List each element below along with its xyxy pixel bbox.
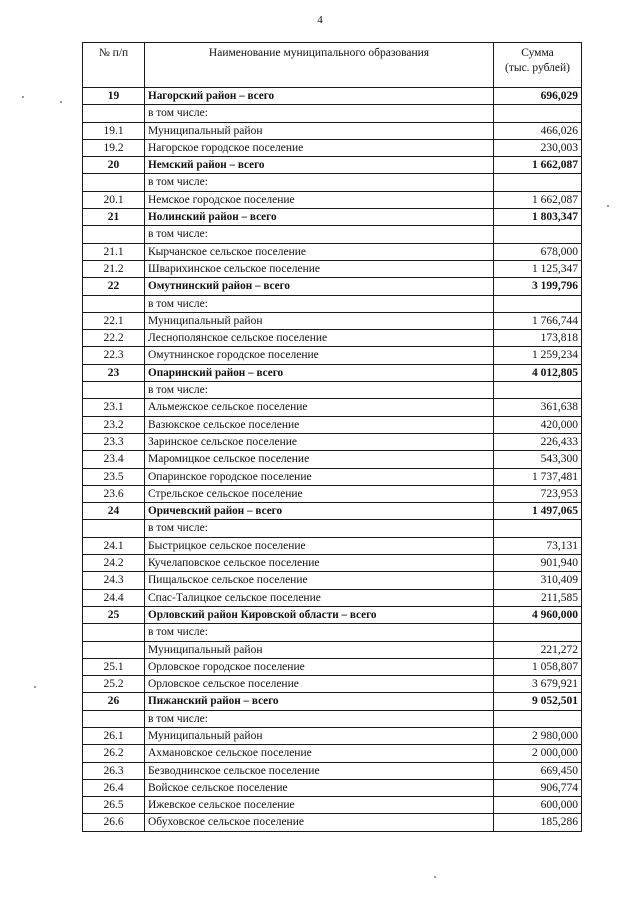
row-number bbox=[83, 382, 145, 399]
row-sum: 73,131 bbox=[494, 537, 582, 554]
row-number: 23.4 bbox=[83, 451, 145, 468]
row-sum: 1 259,234 bbox=[494, 347, 582, 364]
row-sum: 466,026 bbox=[494, 122, 582, 139]
row-name: Пижанский район – всего bbox=[145, 693, 494, 710]
row-number: 26.6 bbox=[83, 814, 145, 831]
row-number: 21.2 bbox=[83, 260, 145, 277]
row-sum: 678,000 bbox=[494, 243, 582, 260]
row-name: в том числе: bbox=[145, 295, 494, 312]
row-number: 22.3 bbox=[83, 347, 145, 364]
table-row bbox=[83, 624, 582, 641]
row-sum: 2 980,000 bbox=[494, 727, 582, 744]
table-row bbox=[83, 347, 582, 364]
row-name: Муниципальный район bbox=[145, 122, 494, 139]
row-name: Орловский район Кировской области – всего bbox=[145, 606, 494, 623]
table-row-total bbox=[83, 693, 582, 710]
row-sum: 1 058,807 bbox=[494, 658, 582, 675]
table-row bbox=[83, 555, 582, 572]
row-number: 23.6 bbox=[83, 485, 145, 502]
row-name: Оричевский район – всего bbox=[145, 503, 494, 520]
row-name: Обуховское сельское поселение bbox=[145, 814, 494, 831]
row-name: в том числе: bbox=[145, 174, 494, 191]
table-row bbox=[83, 537, 582, 554]
row-name: Омутнинское городское поселение bbox=[145, 347, 494, 364]
row-sum: 901,940 bbox=[494, 555, 582, 572]
scan-speck bbox=[22, 96, 24, 98]
row-number: 23 bbox=[83, 364, 145, 381]
row-name: Опаринское городское поселение bbox=[145, 468, 494, 485]
row-number bbox=[83, 520, 145, 537]
row-name: Стрельское сельское поселение bbox=[145, 485, 494, 502]
table-row bbox=[83, 485, 582, 502]
row-number: 25.2 bbox=[83, 676, 145, 693]
row-name: Муниципальный район bbox=[145, 727, 494, 744]
row-name: Нагорский район – всего bbox=[145, 88, 494, 105]
row-sum: 1 803,347 bbox=[494, 209, 582, 226]
row-number bbox=[83, 641, 145, 658]
table-row bbox=[83, 330, 582, 347]
row-number: 23.3 bbox=[83, 433, 145, 450]
row-number: 24.2 bbox=[83, 555, 145, 572]
row-sum: 361,638 bbox=[494, 399, 582, 416]
table-row bbox=[83, 745, 582, 762]
row-name: Леснополянское сельское поселение bbox=[145, 330, 494, 347]
row-name: в том числе: bbox=[145, 382, 494, 399]
row-number: 26.2 bbox=[83, 745, 145, 762]
row-sum bbox=[494, 624, 582, 641]
scan-speck bbox=[434, 876, 436, 878]
header-sum-unit: (тыс. рублей) bbox=[504, 62, 571, 74]
row-number: 25.1 bbox=[83, 658, 145, 675]
row-number: 24.4 bbox=[83, 589, 145, 606]
scan-speck bbox=[607, 205, 609, 207]
table-row bbox=[83, 122, 582, 139]
row-sum: 173,818 bbox=[494, 330, 582, 347]
table-row bbox=[83, 399, 582, 416]
scan-speck bbox=[60, 101, 62, 103]
row-sum: 723,953 bbox=[494, 485, 582, 502]
row-sum: 9 052,501 bbox=[494, 693, 582, 710]
table-header bbox=[83, 43, 582, 88]
row-sum: 3 679,921 bbox=[494, 676, 582, 693]
row-sum: 906,774 bbox=[494, 779, 582, 796]
row-number bbox=[83, 624, 145, 641]
table-row bbox=[83, 105, 582, 122]
row-name: Муниципальный район bbox=[145, 312, 494, 329]
row-name: Альмежское сельское поселение bbox=[145, 399, 494, 416]
row-name: в том числе: bbox=[145, 520, 494, 537]
row-number: 21.1 bbox=[83, 243, 145, 260]
row-number: 26.3 bbox=[83, 762, 145, 779]
row-sum bbox=[494, 174, 582, 191]
row-sum: 4 960,000 bbox=[494, 606, 582, 623]
header-row bbox=[83, 43, 582, 88]
table-row bbox=[83, 676, 582, 693]
table-row bbox=[83, 727, 582, 744]
row-number bbox=[83, 295, 145, 312]
row-name: Кырчанское сельское поселение bbox=[145, 243, 494, 260]
row-number: 23.2 bbox=[83, 416, 145, 433]
table-row bbox=[83, 814, 582, 831]
row-number: 22.2 bbox=[83, 330, 145, 347]
row-sum bbox=[494, 226, 582, 243]
row-sum: 1 125,347 bbox=[494, 260, 582, 277]
table-row bbox=[83, 416, 582, 433]
table-row bbox=[83, 520, 582, 537]
table-row bbox=[83, 243, 582, 260]
table-body bbox=[83, 88, 582, 832]
row-sum: 600,000 bbox=[494, 797, 582, 814]
row-sum: 1 737,481 bbox=[494, 468, 582, 485]
table-row bbox=[83, 468, 582, 485]
row-number: 22 bbox=[83, 278, 145, 295]
row-sum: 230,003 bbox=[494, 139, 582, 156]
row-name: Орловское сельское поселение bbox=[145, 676, 494, 693]
row-number: 26 bbox=[83, 693, 145, 710]
table-row bbox=[83, 382, 582, 399]
row-number: 24 bbox=[83, 503, 145, 520]
table-row-total bbox=[83, 209, 582, 226]
row-name: Орловское городское поселение bbox=[145, 658, 494, 675]
row-sum: 221,272 bbox=[494, 641, 582, 658]
row-sum: 543,300 bbox=[494, 451, 582, 468]
table-row-total bbox=[83, 88, 582, 105]
table-row-total bbox=[83, 364, 582, 381]
row-number: 22.1 bbox=[83, 312, 145, 329]
table-row bbox=[83, 779, 582, 796]
row-number: 21 bbox=[83, 209, 145, 226]
table-row bbox=[83, 710, 582, 727]
row-number: 26.5 bbox=[83, 797, 145, 814]
row-name: Войское сельское поселение bbox=[145, 779, 494, 796]
row-name: Быстрицкое сельское поселение bbox=[145, 537, 494, 554]
table-row bbox=[83, 589, 582, 606]
row-number bbox=[83, 105, 145, 122]
table-row-total bbox=[83, 157, 582, 174]
row-sum: 1 662,087 bbox=[494, 191, 582, 208]
table-row-total bbox=[83, 278, 582, 295]
row-sum: 211,585 bbox=[494, 589, 582, 606]
header-name: Наименование муниципального образования bbox=[145, 43, 494, 88]
row-number: 26.1 bbox=[83, 727, 145, 744]
row-sum: 420,000 bbox=[494, 416, 582, 433]
row-name: в том числе: bbox=[145, 226, 494, 243]
scan-speck bbox=[34, 686, 36, 688]
row-number: 19 bbox=[83, 88, 145, 105]
row-sum: 226,433 bbox=[494, 433, 582, 450]
row-sum: 1 662,087 bbox=[494, 157, 582, 174]
row-name: Пищальское сельское поселение bbox=[145, 572, 494, 589]
table-row bbox=[83, 191, 582, 208]
table-row bbox=[83, 139, 582, 156]
row-name: Вазюкское сельское поселение bbox=[145, 416, 494, 433]
row-name: в том числе: bbox=[145, 624, 494, 641]
row-number bbox=[83, 710, 145, 727]
row-sum: 1 497,065 bbox=[494, 503, 582, 520]
row-name: Кучелаповское сельское поселение bbox=[145, 555, 494, 572]
table-row bbox=[83, 641, 582, 658]
row-sum bbox=[494, 710, 582, 727]
table-row bbox=[83, 451, 582, 468]
row-number: 24.3 bbox=[83, 572, 145, 589]
row-sum: 4 012,805 bbox=[494, 364, 582, 381]
row-name: Шварихинское сельское поселение bbox=[145, 260, 494, 277]
row-name: Ижевское сельское поселение bbox=[145, 797, 494, 814]
row-sum: 2 000,000 bbox=[494, 745, 582, 762]
row-name: Спас-Талицкое сельское поселение bbox=[145, 589, 494, 606]
header-sum bbox=[494, 43, 582, 88]
budget-table bbox=[82, 42, 582, 832]
row-name: Немский район – всего bbox=[145, 157, 494, 174]
row-sum bbox=[494, 520, 582, 537]
row-number bbox=[83, 174, 145, 191]
table-row-total bbox=[83, 606, 582, 623]
row-name: Опаринский район – всего bbox=[145, 364, 494, 381]
table-row bbox=[83, 312, 582, 329]
row-number: 20 bbox=[83, 157, 145, 174]
row-sum bbox=[494, 105, 582, 122]
row-sum: 696,029 bbox=[494, 88, 582, 105]
row-sum: 310,409 bbox=[494, 572, 582, 589]
row-number: 20.1 bbox=[83, 191, 145, 208]
page-number: 4 bbox=[317, 14, 323, 26]
row-name: в том числе: bbox=[145, 710, 494, 727]
row-name: в том числе: bbox=[145, 105, 494, 122]
row-name: Нолинский район – всего bbox=[145, 209, 494, 226]
row-number bbox=[83, 226, 145, 243]
row-number: 24.1 bbox=[83, 537, 145, 554]
row-number: 25 bbox=[83, 606, 145, 623]
header-sum-title: Сумма bbox=[521, 47, 554, 59]
row-name: Немское городское поселение bbox=[145, 191, 494, 208]
table-row bbox=[83, 174, 582, 191]
table-row bbox=[83, 226, 582, 243]
row-number: 23.5 bbox=[83, 468, 145, 485]
row-sum: 185,286 bbox=[494, 814, 582, 831]
row-name: Маромицкое сельское поселение bbox=[145, 451, 494, 468]
row-sum bbox=[494, 295, 582, 312]
table-row bbox=[83, 762, 582, 779]
row-number: 19.1 bbox=[83, 122, 145, 139]
row-sum: 3 199,796 bbox=[494, 278, 582, 295]
row-name: Омутнинский район – всего bbox=[145, 278, 494, 295]
row-name: Нагорское городское поселение bbox=[145, 139, 494, 156]
row-sum: 669,450 bbox=[494, 762, 582, 779]
header-number: № п/п bbox=[83, 43, 145, 88]
row-number: 19.2 bbox=[83, 139, 145, 156]
table-row bbox=[83, 658, 582, 675]
table-row bbox=[83, 433, 582, 450]
row-name: Заринское сельское поселение bbox=[145, 433, 494, 450]
table-row bbox=[83, 572, 582, 589]
row-name: Ахмановское сельское поселение bbox=[145, 745, 494, 762]
row-number: 26.4 bbox=[83, 779, 145, 796]
table-row bbox=[83, 260, 582, 277]
table-row bbox=[83, 295, 582, 312]
table-row bbox=[83, 797, 582, 814]
table-row-total bbox=[83, 503, 582, 520]
row-name: Безводнинское сельское поселение bbox=[145, 762, 494, 779]
row-sum: 1 766,744 bbox=[494, 312, 582, 329]
row-number: 23.1 bbox=[83, 399, 145, 416]
row-name: Муниципальный район bbox=[145, 641, 494, 658]
row-sum bbox=[494, 382, 582, 399]
